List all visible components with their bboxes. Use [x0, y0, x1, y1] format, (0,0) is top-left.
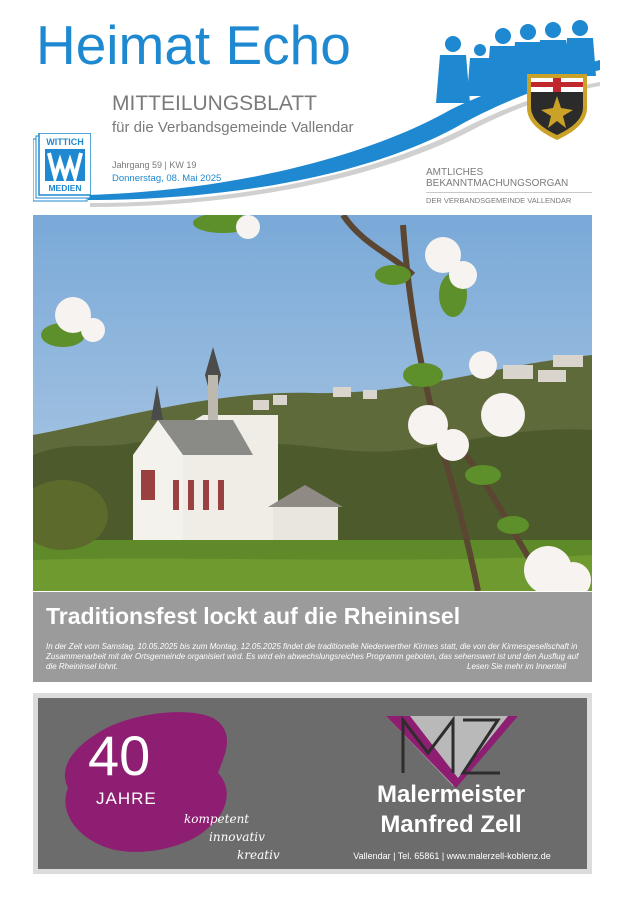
- official-divider: [426, 192, 592, 193]
- official-label-2: BEKANNTMACHUNGSORGAN: [426, 178, 569, 189]
- advertiser-title: Malermeister: [376, 781, 526, 808]
- advertiser-contact: Vallendar | Tel. 65861 | www.malerzell-koblenz.de: [353, 851, 551, 861]
- masthead-region: für die Verbandsgemeinde Vallendar: [112, 119, 354, 136]
- slogan-line-3: kreativ: [237, 848, 280, 862]
- official-label-3: DER VERBANDSGEMEINDE VALLENDAR: [426, 196, 572, 205]
- slogan-line-1: kompetent: [184, 812, 250, 826]
- headline-title: Traditionsfest lockt auf die Rheininsel: [46, 603, 461, 629]
- issue-date: Donnerstag, 08. Mai 2025: [112, 173, 222, 184]
- read-more-note: Lesen Sie mehr im Innenteil: [467, 662, 567, 671]
- issue-info: Jahrgang 59 | KW 19: [112, 160, 197, 170]
- masthead-title: Heimat Echo: [36, 14, 351, 76]
- advertiser-name: Manfred Zell: [380, 811, 522, 838]
- wittich-medien-logo: [33, 133, 91, 203]
- headline-teaser: In der Zeit vom Samstag, 10.05.2025 bis zum Montag, 12.05.2025 findet die traditionelle Niederwerther Kirmes statt, die von der Kirmesgesellschaft in Zusammenarbeit mit der Ortsgemeinde organisiert wird. Es wird ein abwechslungsreiches Programm geboten, das sehenswert ist und den Ausflug auf die Rheininsel lohnt.: [46, 642, 579, 671]
- mz-monogram-icon: [386, 716, 518, 788]
- official-label-1: AMTLICHES: [426, 167, 484, 178]
- masthead-subtitle: MITTEILUNGSBLATT: [112, 92, 317, 115]
- logo-text-top: WITTICH: [46, 137, 84, 147]
- anniversary-label: JAHRE: [96, 789, 157, 808]
- cover-photo: [33, 215, 592, 591]
- coat-of-arms-icon: [527, 74, 587, 140]
- anniversary-number: 40: [88, 724, 151, 787]
- logo-text-bottom: MEDIEN: [48, 183, 82, 193]
- slogan-line-2: innovativ: [209, 830, 265, 844]
